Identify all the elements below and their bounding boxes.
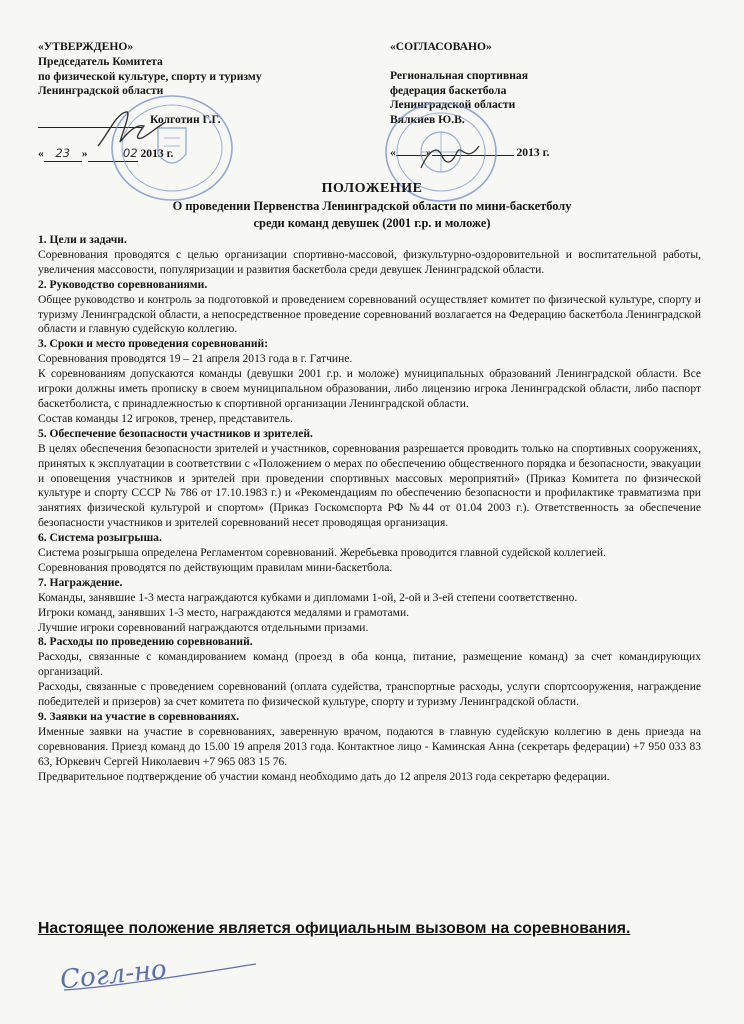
section-heading: 8. Расходы по проведению соревнований. [38, 636, 253, 649]
section-paragraph: Система розыгрыша определена Регламентом соревнований. Жеребьевка проводится главной судейской коллегией. [38, 547, 607, 560]
approval-date-year: 2013 г. [140, 146, 174, 160]
section-paragraph: Соревнования проводятся 19 – 21 апреля 2013 года в г. Гатчине. [38, 353, 353, 366]
approval-date-month: 02 [88, 146, 138, 162]
section-heading: 3. Сроки и место проведения соревнований: [38, 338, 269, 351]
section-paragraph: Расходы, связанные с командированием команд (проезд в оба конца, питание, размещение команд) за счет командирующих организаций. [38, 651, 701, 679]
agreement-signature-icon [415, 138, 485, 178]
section-paragraph: Общее руководство и контроль за подготовкой и проведением соревнований осуществляет комитет по физической культуре, спорту и туризму Ленинградской области, а непосредственное проведение соревнований возлагается на Федерацию баскетбола Ленинградской области и главную судейскую коллегию. [38, 293, 701, 336]
section-paragraph: Лучшие игроки соревнований награждаются отдельными призами. [38, 621, 369, 634]
document-body [38, 233, 701, 785]
agreement-line-2: федерация баскетбола [390, 83, 507, 97]
section-paragraph: В целях обеспечения безопасности зрителей и участников, соревнования разрешается проводить только на спортивных сооружениях, принятых к эксплуатации в соответствии с «Положением о мерах по обеспечению общественного порядка и безопасности, эвакуации и оповещения участников и зрителей при проведении спортивных массовых мероприятий» (Приказ Комитета по физической культуре и спорту СССР № 786 от 17.10.1983 г.) и «Рекомендациям по обеспечению безопасности и профилактике травматизма при занятиях физической культурой и спортом» (Приказ Госкомспорта РФ №44 от 01.04 2003 г.). Ответственность за обеспечение безопасности участников и зрителей соревнований несет проводящая организация. [38, 442, 701, 530]
approval-date-close: » [81, 146, 88, 160]
approval-signer: Колготин Г.Г. [150, 113, 221, 127]
approval-date-day: 23 [44, 146, 82, 162]
section-heading: 1. Цели и задачи. [38, 234, 127, 246]
agreement-line-1: Региональная спортивная [390, 68, 528, 82]
agreement-signer: Вялкиев Ю.В. [390, 113, 465, 127]
agreement-heading: «СОГЛАСОВАНО» [390, 40, 492, 53]
section-heading: 7. Награждение. [38, 576, 123, 589]
official-call-statement: Настоящее положение является официальным вызовом на соревнования. [38, 920, 631, 937]
agreement-line-3: Ленинградской области [390, 98, 516, 112]
agreement-date-year: 2013 г. [516, 145, 550, 159]
handwritten-underline-icon [60, 958, 260, 994]
document-subtitle-1: О проведении Первенства Ленинградской области по мини-баскетболу [172, 199, 572, 213]
section-paragraph: Состав команды 12 игроков, тренер, представитель. [38, 412, 293, 425]
section-heading: 6. Система розыгрыша. [38, 532, 162, 545]
approval-signature-icon [92, 104, 172, 154]
section-heading: 9. Заявки на участие в соревнованиях. [38, 711, 240, 723]
approval-date-open: « [38, 146, 44, 160]
section-paragraph: К соревнованиям допускаются команды (девушки 2001 г.р. и моложе) муниципальных образований Ленинградской области. Все игроки должны иметь прописку в своем муниципальном образовании, либо лицензию игрока Ленинградской области, либо паспорт баскетболиста, с принадлежностью к спортивной организации Ленинградской области. [38, 368, 701, 410]
section-heading: 2. Руководство соревнованиями. [38, 278, 208, 291]
section-paragraph: Команды, занявшие 1-3 места награждаются кубками и дипломами 1-ой, 2-ой и 3-ей степени соответственно. [38, 591, 578, 604]
handwritten-note: Согл-но [58, 954, 169, 996]
approval-line-1: Председатель Комитета [38, 54, 163, 68]
section-paragraph: Игроки команд, занявших 1-3 место, награждаются медалями и грамотами. [38, 606, 410, 619]
section-paragraph: Расходы, связанные с проведением соревнований (оплата судейства, транспортные расходы, услуги спортсооружения, награждение победителей и призеров) за счет комитета по физической культуре, спорту и туризму Ленинградской области. [38, 681, 701, 709]
approval-heading: «УТВЕРЖДЕНО» [38, 40, 134, 53]
section-paragraph: Соревнования проводятся по действующим правилам мини-баскетбола. [38, 561, 393, 574]
agreement-date-open: « [390, 145, 396, 159]
section-heading: 5. Обеспечение безопасности участников и зрителей. [38, 427, 313, 440]
section-paragraph: Предварительное подтверждение об участии команд необходимо дать до 12 апреля 2013 года секретарю федерации. [38, 770, 610, 783]
approval-line-2: по физической культуре, спорту и туризму [38, 69, 262, 83]
section-paragraph: Соревнования проводятся с целью организации спортивно-массовой, физкультурно-оздоровительной и воспитательной работы, увеличения массовости, популяризации и развития баскетбола среди девушек Ленинградской области. [38, 248, 701, 276]
document-subtitle-2: среди команд девушек (2001 г.р. и моложе) [253, 216, 491, 230]
document-title: ПОЛОЖЕНИЕ [321, 181, 423, 196]
section-paragraph: Именные заявки на участие в соревнованиях, заверенную врачом, подаются в главную судейскую коллегию в день приезда на соревнования. Приезд команд до 15.00 19 апреля 2013 года. Контактное лицо - Каминская Анна (секретарь федерации) +7 950 033 83 63, Юркевич Сергей Николаевич +7 965 083 15 76. [38, 725, 701, 768]
approval-line-3: Ленинградской области [38, 84, 164, 98]
